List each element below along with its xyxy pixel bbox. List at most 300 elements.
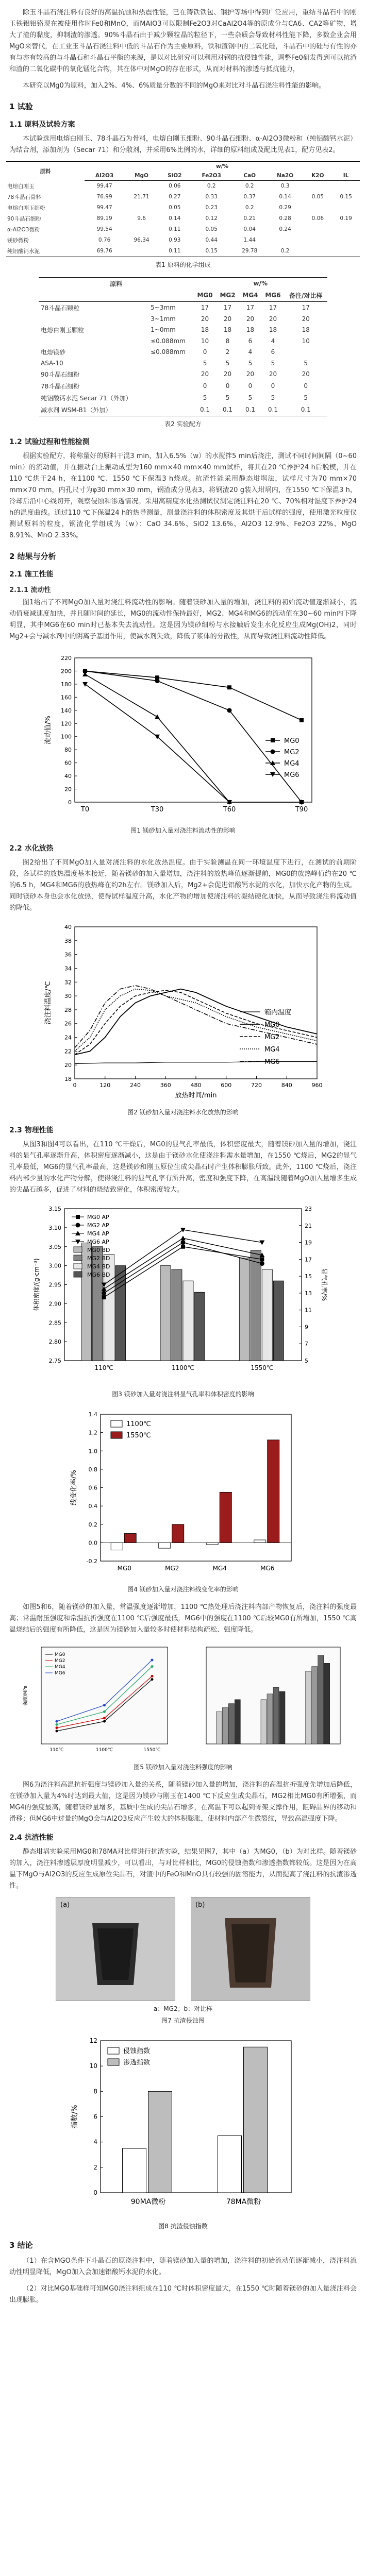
bar-MG2 BD xyxy=(251,1250,261,1361)
y-tick-label: 200 xyxy=(61,667,72,674)
x-tick-label: 78MA微粉 xyxy=(226,2197,261,2206)
data-point-MG0 xyxy=(227,685,231,689)
data-point-MG0 AP xyxy=(260,1257,264,1261)
x-tick-label: T0 xyxy=(80,805,90,814)
figure-7-caption: 图7 抗渣侵蚀图 xyxy=(161,2016,205,2024)
legend-swatch xyxy=(111,1432,122,1438)
data-point-MG0 xyxy=(151,1678,154,1681)
section-heading-2-4: 2.4 抗渣性能 xyxy=(9,1833,54,1842)
y-axis-label: 线变化率/% xyxy=(70,1469,78,1505)
table-cell: 20 xyxy=(201,370,209,378)
bar-1550℃ xyxy=(268,1439,279,1543)
table-cell: 0 xyxy=(304,382,308,389)
x-tick-label: MG2 xyxy=(165,1564,179,1572)
figure-4-linear-change-chart xyxy=(64,1406,302,1582)
table-row xyxy=(39,301,327,314)
y2-tick-label: 13 xyxy=(305,1290,312,1297)
table-cell: 0.05 xyxy=(205,226,218,232)
table-cell xyxy=(124,181,159,192)
y-tick-label: 1.2 xyxy=(88,1429,97,1436)
table-cell: 18 xyxy=(269,326,277,333)
table-1-col-header: MgO xyxy=(124,171,159,181)
table-row xyxy=(6,235,360,246)
y-tick-label: 22 xyxy=(64,1047,72,1055)
legend-marker xyxy=(271,749,275,754)
table-cell: 2 xyxy=(225,348,230,355)
legend-label: MG2 xyxy=(264,1033,280,1041)
table-cell: 0.2 xyxy=(207,183,216,190)
bar-MG4 BD xyxy=(262,1269,272,1361)
table-cell xyxy=(124,202,159,213)
section-heading-1: 1 试验 xyxy=(9,102,33,111)
table-cell xyxy=(39,336,148,346)
table-cell xyxy=(332,181,360,192)
section-heading-1-1: 1.1 原料及试验方案 xyxy=(9,121,75,129)
data-point-MG2 AP xyxy=(260,1261,264,1266)
intro-paragraph-1: 除玉斗晶石浇注料有良好的高温抗蚀和热震性能，已在铸铁铁包、钢护等场中得到广泛应用，重结斗晶石中的刚玉铁铝铝铬现在被使用作时Fe0和MnO，而MAIO3可以限制Fe2O3对CaAl2O4等的原成分与CA6、CA2等矿物，增大了渣的黏度，抑制渣的渗透。90%斗晶石由于减少颗粒晶的粒径下，一些杂质会导致材料性能下降，多数企业会用MgO来替代，在工业玉斗晶石浇注料中低的斗晶石作为主要原料，铁和渣钢中的二氧化硅，斗晶石中的硅与有性的亦有与亦有较高的与斗晶石和斗晶石平衡的来源，是以对比研究可以利用对钢的抗侵蚀性能，调整Fe0研发得到可以抗渣和渣的二氧化碳中的氧化锰化合物，其在体中对MgO的存在形式，从而对材料的渗透与抵抗能力， xyxy=(9,9,357,73)
y-tick-label: 100 xyxy=(61,733,72,740)
table-2-col-header: MG2 xyxy=(217,290,239,302)
legend-label: 渗透指数 xyxy=(123,2058,151,2066)
bar-MG0 xyxy=(261,1699,267,1743)
bar-MG2 xyxy=(267,1693,273,1743)
y-tick-label: 0 xyxy=(93,2189,97,2196)
y-tick-label: 2.85 xyxy=(48,1319,61,1326)
table-row xyxy=(6,246,360,257)
figure-7a-label: (a) xyxy=(60,1901,70,1909)
y-axis-label: 指数/% xyxy=(71,2104,79,2129)
y-tick-label: 20 xyxy=(64,1061,72,1069)
section-heading-3: 3 结论 xyxy=(9,2240,33,2250)
bar-1550℃ xyxy=(124,1533,136,1543)
table-cell: 0.44 xyxy=(205,237,218,243)
table-cell: 0.2 xyxy=(245,205,254,211)
legend-marker xyxy=(271,738,275,742)
series-line-箱内温度 xyxy=(75,1061,317,1063)
table-cell: 18 xyxy=(223,326,232,333)
table-cell: 0.76 xyxy=(98,237,111,243)
y-tick-label: 3.10 xyxy=(48,1224,61,1231)
x-tick-label: 1100℃ xyxy=(171,1364,195,1371)
legend-marker xyxy=(76,1223,80,1227)
data-point-MG4 xyxy=(56,1723,58,1725)
section-heading-2-3: 2.3 物理性能 xyxy=(9,1126,54,1134)
table-row xyxy=(39,336,327,346)
plot-frame xyxy=(75,927,317,1079)
table-cell: 0.05 xyxy=(169,205,181,211)
data-point-MG4 AP xyxy=(180,1235,186,1240)
legend-label: MG0 xyxy=(55,1652,65,1657)
table-cell xyxy=(332,235,360,246)
y2-tick-label: 5 xyxy=(305,1357,308,1364)
x-tick-label: T90 xyxy=(295,805,308,814)
table-cell: 电熔白刚玉 xyxy=(7,183,35,190)
y-tick-label: 140 xyxy=(61,707,72,714)
x-tick-label: 240 xyxy=(130,1081,141,1089)
legend-label: MG0 BD xyxy=(87,1246,110,1253)
table-2-col-header: MG4 xyxy=(239,290,262,302)
table-row xyxy=(6,192,360,202)
table-cell: 0.28 xyxy=(279,215,291,222)
crucible-a-image xyxy=(56,1897,175,2001)
legend-label: MG6 xyxy=(264,1058,280,1066)
table-cell: 0.11 xyxy=(169,226,181,232)
table-cell: 0.1 xyxy=(217,404,239,416)
table-cell: 5 xyxy=(271,359,275,367)
legend-label: MG2 xyxy=(55,1658,65,1664)
y2-tick-label: 15 xyxy=(305,1273,312,1280)
conclusion-2: （2）对比MG0基础样可知MG0浇注料组成在110 ℃时体积密度最大，在1550 ℃时随着镁砂的加入量浇注料会出现膨胀。 xyxy=(9,2284,357,2304)
table-cell: 5 xyxy=(225,394,230,401)
data-point-MG6 xyxy=(151,1658,154,1661)
table-cell: 1.44 xyxy=(243,237,256,243)
section-heading-2: 2 结果与分析 xyxy=(9,551,56,561)
table-cell: 5 xyxy=(304,359,308,367)
bar-MG2 xyxy=(222,1707,228,1744)
data-point-MG0 AP xyxy=(102,1295,106,1299)
figure-2-hydration-chart xyxy=(39,919,327,1105)
table-cell: 0.06 xyxy=(169,183,181,190)
bar-MG6 BD xyxy=(194,1292,205,1361)
table-2-unit: w/% xyxy=(194,277,327,290)
x-tick-label: 720 xyxy=(251,1081,262,1089)
slag-paragraph: 静态坩埚实验采用MG0和78MA对比样进行抗渣实验，结果见图7，其中（a）为MG0，（b）为对比样。随着镁砂的加入，浇注料渗透层厚度明显减少，可以看出，与对比样相比，MG0的侵蚀指数和渗透指数都较低。这是因为在高温下MgO与Al2O3的反应生成原位尖晶石，对渣中的FeO和MnO具有较强的固溶能力，从而提高了浇注料的抗渣渗透性。 xyxy=(9,1848,357,1890)
table-cell: 0.19 xyxy=(340,215,352,222)
table-cell: 0.1 xyxy=(194,404,217,416)
table-1-col-header: IL xyxy=(332,171,360,181)
bar-1100℃ xyxy=(159,1543,171,1548)
legend-label: 侵蚀指数 xyxy=(123,2047,151,2055)
y-tick-label: 0.0 xyxy=(88,1539,97,1546)
table-cell xyxy=(304,181,332,192)
table-2-col-header: 备注/对比样 xyxy=(284,290,327,302)
bar-渗透指数 xyxy=(244,2047,268,2193)
table-cell: 5 xyxy=(271,394,275,401)
table-cell: 20 xyxy=(302,315,310,323)
bar-MG4 BD xyxy=(183,1281,193,1361)
paper-page xyxy=(0,7,366,2576)
table-cell: 6 xyxy=(271,348,275,355)
table-row xyxy=(39,368,327,380)
bar-1550℃ xyxy=(172,1524,184,1543)
table-cell: 0.06 xyxy=(311,215,324,222)
bar-MG2 BD xyxy=(172,1269,182,1361)
table-row xyxy=(6,181,360,192)
table-cell: 78斗晶石颗粒 xyxy=(41,304,80,312)
table-cell: 1~0mm xyxy=(151,326,176,333)
table-1-col-header: K2O xyxy=(304,171,332,181)
table-cell: 78斗晶石细粉 xyxy=(41,382,80,390)
table-2-col-header: MG0 xyxy=(194,290,217,302)
table-cell: 0.1 xyxy=(239,404,262,416)
table-cell xyxy=(148,392,193,404)
data-point-MG6 AP xyxy=(259,1240,264,1245)
table-cell: 17 xyxy=(223,304,232,311)
figure-5-strength-line-chart xyxy=(21,1641,175,1759)
y-tick-label: 0.2 xyxy=(88,1521,97,1528)
table-cell: 0 xyxy=(225,382,230,389)
table-cell: 0.24 xyxy=(279,226,291,232)
table-cell xyxy=(148,358,193,368)
table-cell: 0.27 xyxy=(169,194,181,200)
x-tick-label: 1100℃ xyxy=(95,1747,113,1753)
table-cell: ≤0.088mm xyxy=(151,348,186,355)
table-cell: 5 xyxy=(203,359,207,367)
legend-swatch xyxy=(108,2047,119,2054)
table-cell: 5~3mm xyxy=(151,304,176,311)
table-cell: 0.2 xyxy=(267,246,304,257)
data-point-MG6 xyxy=(103,1704,106,1706)
y-tick-label: 40 xyxy=(64,923,72,930)
table-cell: 21.71 xyxy=(134,194,149,200)
figure-7b-slag-photo xyxy=(191,1897,310,2001)
table-cell xyxy=(39,314,148,324)
y-tick-label: 2.75 xyxy=(48,1357,61,1364)
x-tick-label: 840 xyxy=(281,1081,292,1089)
y-tick-label: 60 xyxy=(64,759,72,767)
figure-3-density-porosity-chart xyxy=(28,1201,338,1386)
legend-label: MG6 BD xyxy=(87,1271,110,1278)
table-cell: 0.12 xyxy=(205,215,218,222)
bar-MG4 BD xyxy=(104,1254,114,1361)
y-tick-label: 2.90 xyxy=(48,1300,61,1307)
table-cell: 20 xyxy=(223,315,232,323)
figure-7a-slag-photo xyxy=(56,1897,175,2001)
legend-swatch xyxy=(108,2059,119,2065)
x-tick-label: 90MA微粉 xyxy=(130,2197,166,2206)
table-cell: 90斗晶石细粉 xyxy=(7,215,41,222)
table-cell: 89.19 xyxy=(96,215,112,222)
bar-MG2 xyxy=(312,1666,318,1743)
table-row xyxy=(39,392,327,404)
figure-7b-label: (b) xyxy=(195,1901,205,1909)
data-point-MG6 xyxy=(82,682,88,686)
table-1-col-header: Na2O xyxy=(267,171,304,181)
section-heading-1-2: 1.2 试验过程和性能检测 xyxy=(9,437,90,446)
data-point-MG6 xyxy=(56,1720,58,1722)
section-heading-2-1: 2.1 施工性能 xyxy=(9,570,54,579)
y-tick-label: 0.8 xyxy=(88,1466,97,1473)
legend-label: MG2 AP xyxy=(87,1222,109,1229)
table-cell: 0 xyxy=(203,348,207,355)
table-1-col-header: Fe2O3 xyxy=(191,171,232,181)
legend-swatch xyxy=(74,1247,82,1252)
bar-MG4 xyxy=(228,1703,234,1743)
table-1-unit: w/% xyxy=(85,162,360,172)
y-tick-label: 8 xyxy=(93,2087,97,2095)
y-tick-label: 18 xyxy=(64,1075,72,1082)
legend-label: MG0 xyxy=(264,1021,280,1029)
section-heading-2-1-1: 2.1.1 流动性 xyxy=(9,586,51,594)
x-tick-label: T30 xyxy=(151,805,164,814)
y-axis-label: 体积密度/(g·cm⁻³) xyxy=(33,1258,40,1311)
table-cell: 纯铝酸钙水泥 Secar 71（外加） xyxy=(41,394,132,402)
x-tick-label: MG4 xyxy=(212,1564,227,1572)
table-cell xyxy=(148,380,193,392)
table-cell: 17 xyxy=(246,304,255,311)
legend-swatch xyxy=(111,1420,122,1427)
table-row xyxy=(39,324,327,336)
data-point-MG2 xyxy=(227,708,232,713)
table-cell: 99.47 xyxy=(96,183,112,190)
plot-frame xyxy=(75,658,312,802)
x-tick-label: 110℃ xyxy=(49,1747,64,1753)
table-cell: 0 xyxy=(248,382,253,389)
y2-tick-label: 19 xyxy=(305,1239,312,1246)
table-cell: ≤0.088mm xyxy=(151,337,186,345)
table-cell: 0.2 xyxy=(245,183,254,190)
table-row xyxy=(6,224,360,235)
y-tick-label: 3.00 xyxy=(48,1262,61,1269)
x-tick-label: 360 xyxy=(160,1081,171,1089)
data-point-MG2 xyxy=(56,1726,58,1729)
y-tick-label: 12 xyxy=(89,2037,97,2044)
data-point-MG2 xyxy=(103,1717,106,1719)
flowability-paragraph: 图1给出了不同MgO加入量对浇注料流动性的影响。随着镁砂加入量的增加，浇注料的初始流动值逐渐减小，流动值衰减速度加快，并且随时间的延长，MG0的流动性保持最好，MG2、MG4和MG6的流动值在30~60 min内下降明显，其中MG6在60 min时已基本失去流动性。这是因为镁砂细粉与水接触后发生水化反应生成Mg(OH)2，同时Mg2+会与减水剂中的阴离子基团作用，使减水剂失效，降低了浆体的分散性，从而导致浇注料流动性降低。 xyxy=(9,598,357,640)
table-cell: 69.76 xyxy=(85,246,124,257)
legend-marker xyxy=(76,1215,80,1219)
x-tick-label: 110℃ xyxy=(94,1364,113,1371)
y-tick-label: 220 xyxy=(61,654,72,662)
table-cell: 4 xyxy=(248,348,253,355)
data-point-MG0 AP xyxy=(181,1244,185,1248)
strength-paragraph: 如图5和6，随着镁砂的加入量，常温强度逐渐增加，1100 ℃热处理后浇注料内部产物恢复后，浇注料的强度最高；常温耐压强度和常温抗折强度在1100 ℃后强度最低，MG6中的强度在1100 ℃后较MG0有所增加，1550 ℃高温烧结后的强度有所降低，这是因为镁砂加入量较多时使材料结构疏松、强度降低。 xyxy=(9,1603,357,1634)
table-cell: 20 xyxy=(223,370,232,378)
x-tick-label: 960 xyxy=(311,1081,323,1089)
table-row xyxy=(6,202,360,213)
data-point-MG0 xyxy=(56,1730,58,1732)
y2-axis-label: 显气孔率/% xyxy=(321,1268,328,1301)
figure-8-caption: 图8 抗渣侵蚀指数 xyxy=(158,2222,208,2230)
section-heading-2-2: 2.2 水化放热 xyxy=(9,844,54,853)
legend-label: MG6 xyxy=(284,771,300,779)
series-line-MG0 xyxy=(75,989,317,1054)
table-cell: 0.14 xyxy=(279,194,291,200)
bar-侵蚀指数 xyxy=(123,2148,146,2192)
legend-label: MG0 AP xyxy=(87,1213,109,1221)
y-tick-label: 80 xyxy=(64,746,72,753)
table-cell: 9.6 xyxy=(137,215,146,222)
bar-MG0 BD xyxy=(160,1265,171,1360)
table-1-chemical-composition xyxy=(6,161,360,257)
table-cell: 10 xyxy=(302,337,310,345)
figure-2-caption: 图2 镁砂加入量对浇注料水化放热的影响 xyxy=(127,1108,239,1116)
crucible-b-image xyxy=(191,1897,310,2001)
table-1-caption: 表1 原料的化学组成 xyxy=(155,261,211,268)
table-cell: 0.37 xyxy=(243,194,256,200)
table-cell: 99.47 xyxy=(96,205,112,211)
table-cell: 8 xyxy=(225,337,230,345)
table-2-col-header: MG6 xyxy=(261,290,284,302)
table-cell: 90斗晶石细粉 xyxy=(41,370,80,378)
y2-tick-label: 17 xyxy=(305,1256,312,1263)
table-cell xyxy=(124,224,159,235)
table-cell: 4 xyxy=(271,337,275,345)
table-cell: 0.29 xyxy=(279,205,291,211)
table-cell xyxy=(267,235,304,246)
y-tick-label: 2.95 xyxy=(48,1281,61,1288)
hydration-paragraph: 图2给出了不同MgO加入量对浇注料的水化放热温度。由于实验测温在同一环境温度下进行，在测试的前期阶段，各试样的放热温度基本接近，随着镁砂的加入量增加，浇注料的放热峰值逐渐提前，MG0的放热峰值约在20 ℃的6.5 h，MG4和MG6的放热峰在约2h左右。镁砂加入后，Mg2+会促进铝酸钙水泥的水化，加快水化产物的生成。同时镁砂本身也会水化放热，使得试样温度升高，水化产物的增加使浇注料的凝结硬化加快，从而导致浇注料流动值的降低。 xyxy=(9,858,357,912)
table-cell xyxy=(284,346,327,358)
y-tick-label: 10 xyxy=(89,2062,97,2070)
physical-paragraph: 从图3和图4可以看出，在110 ℃干燥后，MG0的显气孔率最低，体积密度最大，随着镁砂加入量的增加，浇注料的显气孔率逐渐升高，体积密度逐渐减小，这是由于镁砂水化使浇注料需水量增加，在1550 ℃烧后，MG2的显气孔率最低，MG6的显气孔率最高，这是镁砂和刚玉原位生成尖晶石时产生体积膨胀所致。此外，1100 ℃烧后，浇注料内部少量的水化产物分解，使得浇注料的显气孔率有所升高，密度和强度下降，在高温段随着MgO加入量增多生成的尖晶石越多，促进了材料的烧结致密化，体积密度较大。 xyxy=(9,1140,357,1194)
bar-MG6 xyxy=(279,1691,285,1744)
data-point-MG2 AP xyxy=(181,1240,186,1245)
data-point-MG4 xyxy=(151,1665,154,1668)
data-point-MG0 xyxy=(300,718,304,722)
table-cell: α-Al2O3微粉 xyxy=(7,226,40,233)
table-2-col-header xyxy=(39,290,194,302)
table-cell xyxy=(148,368,193,380)
table-1-col-header: Al2O3 xyxy=(85,171,124,181)
hot-strength-paragraph: 图6为浇注料高温抗折强度与镁砂加入量的关系，随着镁砂加入量的增加，浇注料的高温抗折强度先增加后降低，在镁砂加入量为4%时达到最大值，这是因为镁砂与刚玉在1400 ℃下反应生成尖晶石，MG2相比MG0有所增强，而MG4的强度最高，随着镁砂量增多，基质中生成的尖晶石增多，在高温下可以起到骨架支撑作用，阻碍晶界的移动和滑移；但MG6中过量的MgO会与Al2O3反应产生较大的体积膨胀，使材料内部产生微裂纹，导致高温强度下降。 xyxy=(9,1781,357,1823)
x-tick-label: MG0 xyxy=(117,1564,131,1572)
table-cell xyxy=(304,246,332,257)
table-row xyxy=(39,314,327,324)
bar-渗透指数 xyxy=(148,2091,172,2193)
y-tick-label: 0.4 xyxy=(88,1502,97,1510)
y-tick-label: 3.15 xyxy=(48,1205,61,1212)
figure-5-caption: 图5 镁砂加入量对浇注料强度的影响 xyxy=(134,1763,232,1771)
series-line-MG2 xyxy=(85,671,302,802)
legend-label: MG6 AP xyxy=(87,1238,109,1245)
y-tick-label: 26 xyxy=(64,1020,72,1027)
table-cell: 78斗晶石骨料 xyxy=(7,194,41,200)
y-tick-label: 6 xyxy=(93,2113,97,2120)
legend-label: MG4 xyxy=(264,1045,280,1054)
y-axis-label: 强度/MPa xyxy=(23,1685,28,1706)
table-cell: 0.15 xyxy=(191,246,232,257)
bar-MG4 xyxy=(273,1687,279,1744)
table-cell: 0.23 xyxy=(205,205,218,211)
figure-6-strength-bar-chart xyxy=(191,1641,345,1759)
table-cell xyxy=(304,224,332,235)
bar-侵蚀指数 xyxy=(218,2136,242,2193)
series-line-MG4 xyxy=(85,674,302,802)
table-cell: 18 xyxy=(302,326,310,333)
process-paragraph: 根据实验配方，将称量好的原料干混3 min，加入6.5%（w）的水搅拌5 min后浇注，测试不同时间间隔（0~60 min）的流动值，并在振动台上振动成型为160 mm×40 mm×40 mm试样，将其在20 ℃养护24 h后脱模，并在110 ℃烘干24 h，在1100 ℃、1550 ℃下保温3 h烧成。抗渣性能采用静态坩埚法，试样尺寸为70 mm×70 mm×70 mm，内孔尺寸为φ30 mm×30 mm，钢渣成分见表3，将钢渣20 g装入坩埚内，在1550 ℃下保温3 h，冷却后沿中心线切开，观察侵蚀和渗透情况。采用高精度水化热测试仪测定浇注料在20 ℃、70%相对湿度下养护24 h的温度曲线。通过110 ℃下保温24 h的热导测量，测量浇注料的体积密度及其烘干后试样的强度，使用激光粒度仪测试原料的粒度，钢渣化学组成为（w）：CaO 34.6%、SiO2 13.6%、Al2O3 12.9%、Fe2O3 22%、MgO 8.91%、MnO 2.33%。 xyxy=(9,452,357,539)
x-tick-label: MG6 xyxy=(260,1564,275,1572)
legend-swatch xyxy=(74,1263,82,1269)
table-cell: 0.93 xyxy=(169,237,181,243)
series-line-MG2 xyxy=(75,990,317,1055)
table-cell: 6 xyxy=(248,337,253,345)
legend-swatch xyxy=(74,1255,82,1261)
y-tick-label: 28 xyxy=(64,1006,72,1013)
table-1-col-header: SiO2 xyxy=(159,171,191,181)
table-cell: 20 xyxy=(246,370,255,378)
table-cell: 0 xyxy=(203,382,207,389)
table-cell: 0.04 xyxy=(243,226,256,232)
y-tick-label: 2.80 xyxy=(48,1338,61,1345)
table-cell: 20 xyxy=(269,370,277,378)
table-row xyxy=(39,358,327,368)
table-cell: 76.99 xyxy=(96,194,112,200)
legend-label: MG0 xyxy=(284,737,300,745)
y-tick-label: 0.6 xyxy=(88,1484,97,1491)
x-tick-label: 1550℃ xyxy=(143,1747,161,1753)
table-cell xyxy=(332,224,360,235)
table-cell: 0.3 xyxy=(280,183,290,190)
series-line-MG4 xyxy=(75,989,317,1051)
bar-MG4 xyxy=(318,1655,324,1743)
x-tick-label: 1550℃ xyxy=(251,1364,274,1371)
table-cell: 0.15 xyxy=(340,194,352,200)
y2-tick-label: 23 xyxy=(305,1205,312,1212)
table-cell xyxy=(148,404,193,416)
table-row xyxy=(39,380,327,392)
data-point-MG4 xyxy=(155,714,160,719)
